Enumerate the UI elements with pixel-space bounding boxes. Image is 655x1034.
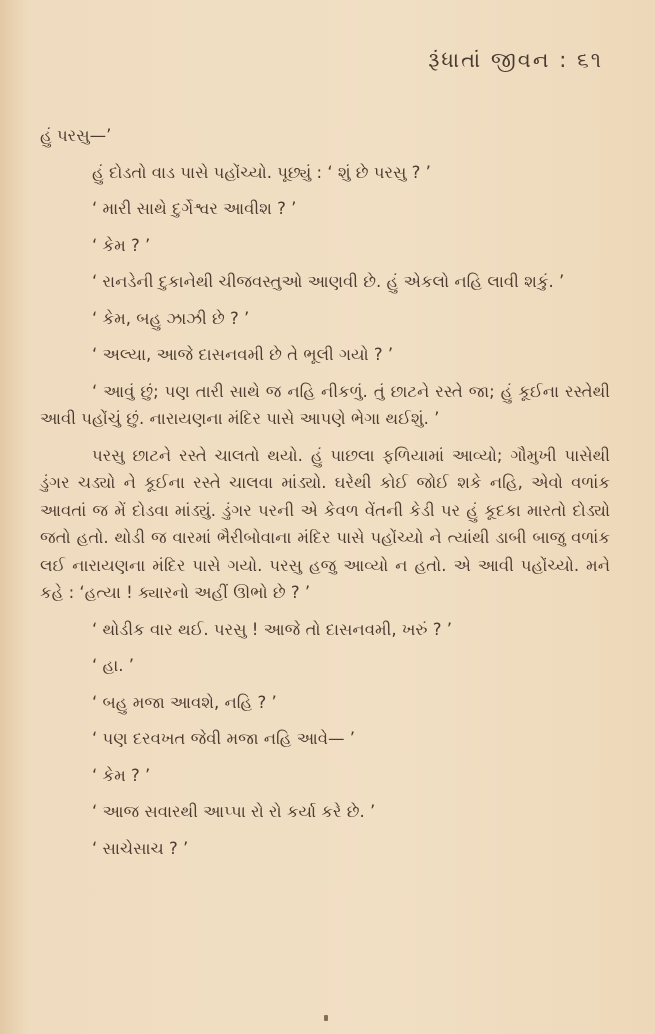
paragraph: પરસુ છાટને રસ્તે ચાલતો થયો. હું પાછલા ફળિયામાં આવ્યો; ગૌમુખી પાસેથી ડુંગર ચડ્યો ને કૂઈના રસ્તે ચાલવા માંડ્યો. ઘરેથી કોઈ જોઈ શકે નહિ, એવો વળાંક આવતાં જ મેં દોડવા માંડ્યું. ડુંગર પરની એ કેવળ વેંતની કેડી પર હું કૂદકા મારતો દોડ્યો જતો હતો. થોડી જ વારમાં ભૈરીબોવાના મંદિર પાસે પહોંચ્યો ને ત્યાંથી ડાબી બાજુ વળાંક લઈ નારાયણના મંદિર પાસે ગયો. પરસુ હજુ આવ્યો ન હતો. એ આવી પહોંચ્યો. મને કહે : ‘હત્યા ! ક્યારનો અહીં ઊભો છે ? ’	[40, 445, 610, 602]
paragraph: ‘ મારી સાથે દુર્ગેશ્વર આવીશ ? ’	[92, 199, 297, 218]
paragraph: ‘ આવું છું; પણ તારી સાથે જ નહિ નીકળું. તું છાટને રસ્તે જા; હું કૂઈના રસ્તેથી આવી પહોંચું છું. નારાયણના મંદિર પાસે આપણે ભેગા થઈશું. ’	[40, 381, 610, 428]
paragraph: ‘ બહુ મજા આવશે, નહિ ? ’	[92, 692, 277, 712]
running-header: રૂંધાતાં જીવન : ૬૧	[428, 48, 603, 72]
body-text	[40, 122, 610, 871]
paragraph: ‘ કેમ ? ’	[92, 765, 151, 785]
paragraph: ‘ અલ્યા, આજે દાસનવમી છે તે ભૂલી ગયો ? ’	[92, 345, 394, 364]
paragraph: ‘ રાનડેની દુકાનેથી ચીજવસ્તુઓ આણવી છે. હું એકલો નહિ લાવી શકું. ’	[92, 272, 565, 291]
paragraph: ‘ કેમ, બહુ ઝાઝી છે ? ’	[92, 308, 250, 328]
paragraph: ‘ પણ દરવખત જેવી મજા નહિ આવે— ’	[92, 729, 356, 748]
bottom-print-mark	[324, 1015, 328, 1021]
paragraph: ‘ સાચેસાચ ? ’	[92, 838, 189, 858]
paragraph: ‘ આજ સવારથી આપ્પા રો રો કર્યા કરે છે. ’	[92, 802, 376, 821]
paragraph: હું દોડતો વાડ પાસે પહોંચ્યો. પૂછ્યું : ‘ શું છે પરસુ ? ’	[92, 162, 431, 182]
paragraph: ‘ હા. ’	[92, 656, 134, 675]
paragraph: ‘ થોડીક વાર થઈ. પરસુ ! આજે તો દાસનવમી, ખરું ? ’	[92, 619, 452, 639]
paragraph: હું પરસુ—’	[40, 126, 112, 145]
paragraph: ‘ કેમ ? ’	[92, 235, 151, 255]
